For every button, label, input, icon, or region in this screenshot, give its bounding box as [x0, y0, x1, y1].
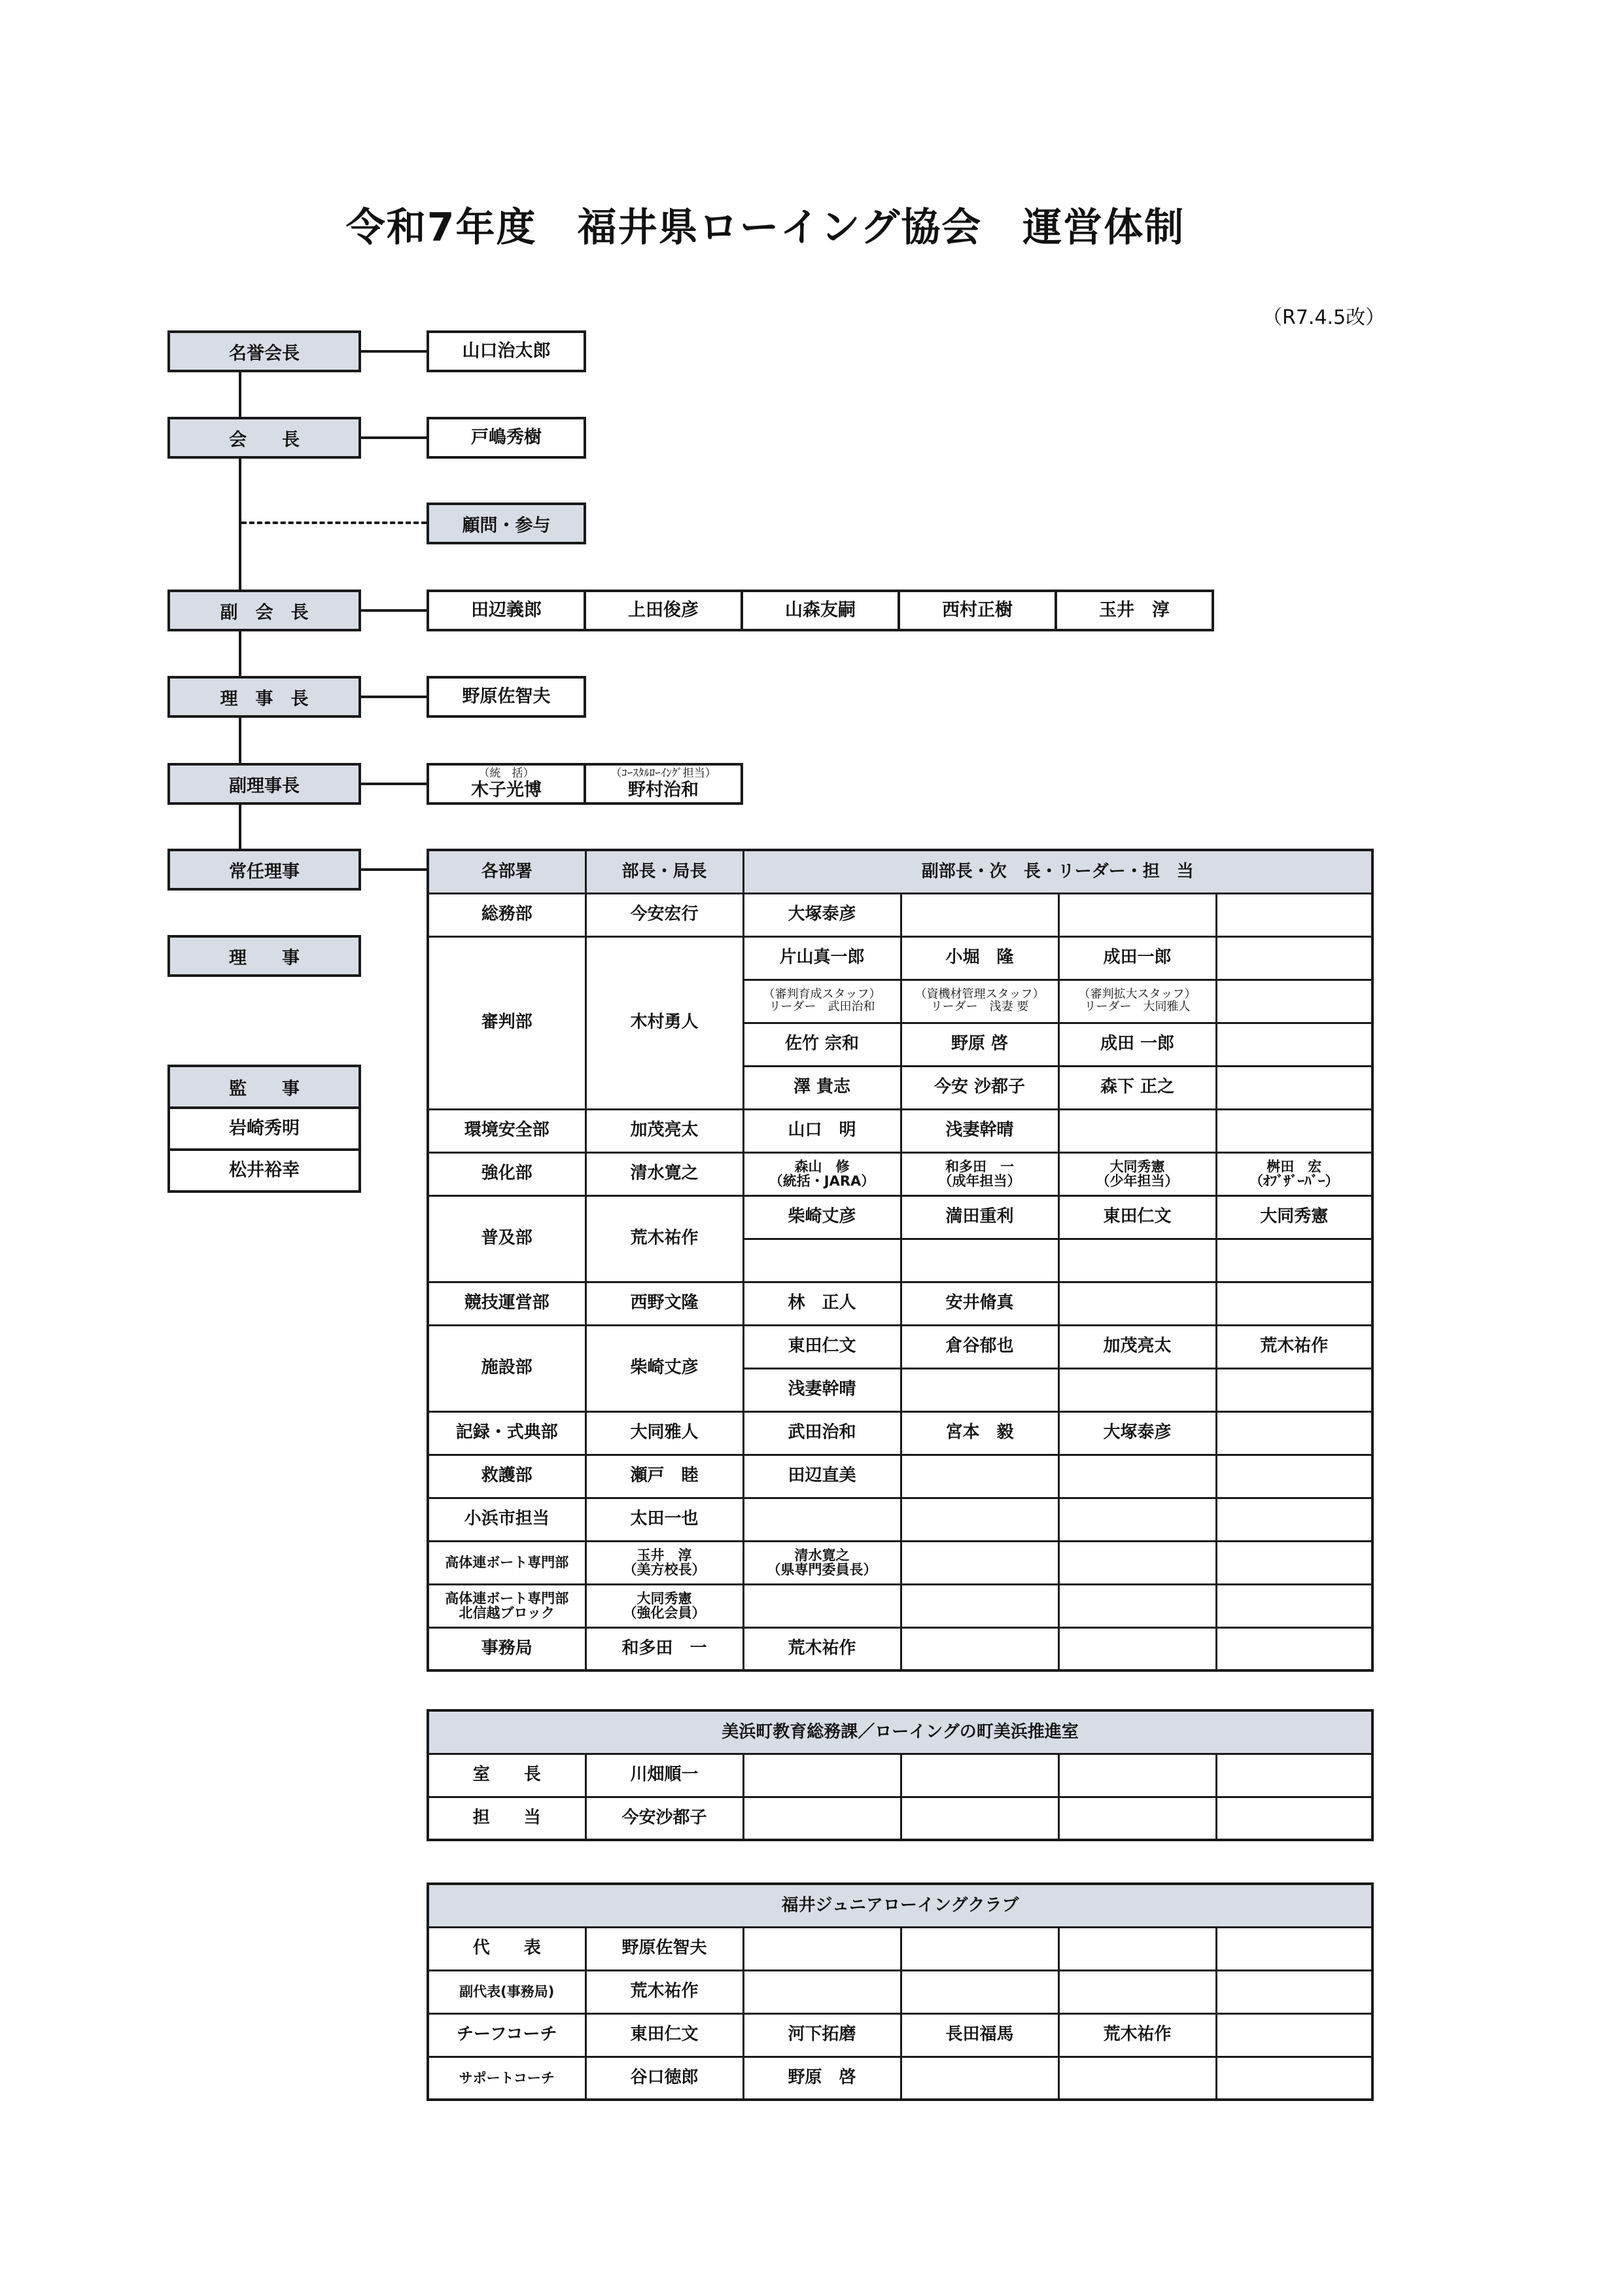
- connector-vice-chairmen: [361, 783, 427, 785]
- staff-cell: 長田福馬: [901, 2013, 1058, 2057]
- dept-name: 施設部: [428, 1325, 585, 1411]
- name-vice-president: 田辺義郎: [427, 590, 586, 631]
- staff-cell: （審判拡大スタッフ） リーダー 大同雅人: [1058, 980, 1216, 1023]
- staff-cell: [743, 1498, 901, 1541]
- table-row: [428, 1541, 1372, 1584]
- header-department: 各部署: [428, 850, 585, 893]
- connector-chairman: [361, 696, 427, 698]
- staff-cell: 小堀 隆: [901, 936, 1058, 980]
- staff-cell: 澤 貴志: [743, 1066, 901, 1109]
- staff-cell: 東田仁文: [743, 1325, 901, 1368]
- dept-head: 西野文隆: [585, 1282, 743, 1325]
- staff-cell: 佐竹 宗和: [743, 1023, 901, 1066]
- table-row: [428, 1325, 1372, 1368]
- dept-head: 今安宏行: [585, 893, 743, 936]
- role-vice-chairman: 副理事長: [167, 763, 361, 805]
- junior-club-table: [427, 1882, 1374, 2101]
- junior-name: 荒木祐作: [585, 1970, 743, 2013]
- staff-cell: [1058, 1797, 1216, 1840]
- dept-head: 柴崎丈彦: [585, 1325, 743, 1411]
- staff-cell: [901, 1927, 1058, 1970]
- staff-cell: [901, 1455, 1058, 1498]
- staff-cell: 清水寛之 （県専門委員長）: [743, 1541, 901, 1584]
- name-honorary-president: 山口治太郎: [427, 330, 586, 372]
- table-row: [428, 1152, 1372, 1195]
- staff-cell: 満田重利: [901, 1195, 1058, 1239]
- role-honorary-president: 名誉会長: [167, 330, 361, 372]
- dept-head: 瀬戸 睦: [585, 1455, 743, 1498]
- table-row: [428, 1109, 1372, 1152]
- staff-cell: [1216, 1927, 1372, 1970]
- dept-head: 太田一也: [585, 1498, 743, 1541]
- staff-cell: [1216, 1239, 1372, 1282]
- connector-vice-presidents: [361, 609, 427, 612]
- name-president: 戸嶋秀樹: [427, 417, 586, 459]
- mihama-name: 川畑順一: [585, 1754, 743, 1797]
- dept-head: 大同雅人: [585, 1411, 743, 1455]
- staff-cell: [901, 1627, 1058, 1670]
- connector-president: [361, 436, 427, 439]
- vice-chairman-name: 野村治和: [628, 779, 699, 800]
- staff-cell: [743, 1927, 901, 1970]
- staff-cell: 田辺直美: [743, 1455, 901, 1498]
- role-advisors: 顧問・参与: [427, 503, 586, 544]
- staff-cell: [1216, 1282, 1372, 1325]
- staff-cell: 桝田 宏 （ｵﾌﾞｻﾞｰﾊﾞｰ）: [1216, 1152, 1372, 1195]
- staff-cell: [1058, 1455, 1216, 1498]
- dept-head: 加茂亮太: [585, 1109, 743, 1152]
- staff-cell: [1058, 2057, 1216, 2100]
- staff-cell: 倉谷郁也: [901, 1325, 1058, 1368]
- connector-advisors: [241, 521, 427, 524]
- staff-cell: [1216, 1023, 1372, 1066]
- dept-head: 荒木祐作: [585, 1195, 743, 1282]
- junior-role: 副代表(事務局): [428, 1970, 585, 2013]
- role-chairman: 理 事 長: [167, 676, 361, 718]
- staff-cell: 野原 啓: [901, 1023, 1058, 1066]
- staff-cell: 和多田 一 （成年担当）: [901, 1152, 1058, 1195]
- staff-cell: [1058, 893, 1216, 936]
- staff-cell: 林 正人: [743, 1282, 901, 1325]
- staff-cell: [901, 1970, 1058, 2013]
- name-vice-president: 上田俊彦: [584, 590, 743, 631]
- staff-cell: [901, 1584, 1058, 1627]
- staff-cell: [1058, 1927, 1216, 1970]
- staff-cell: 荒木祐作: [743, 1627, 901, 1670]
- dept-name: 高体連ボート専門部 北信越ブロック: [428, 1584, 585, 1627]
- staff-cell: [1058, 1970, 1216, 2013]
- staff-cell: [1058, 1109, 1216, 1152]
- junior-role: サポートコーチ: [428, 2057, 585, 2100]
- department-table: [427, 849, 1374, 1672]
- staff-cell: [1058, 1282, 1216, 1325]
- table-row: [428, 1927, 1372, 1970]
- vice-chairman-name: 木子光博: [471, 779, 542, 800]
- mihama-table: [427, 1709, 1374, 1841]
- dept-name: 競技運営部: [428, 1282, 585, 1325]
- staff-cell: [1216, 1541, 1372, 1584]
- staff-cell: [1216, 1498, 1372, 1541]
- staff-cell: [1058, 1498, 1216, 1541]
- dept-head: 木村勇人: [585, 936, 743, 1109]
- table-row: [428, 1797, 1372, 1840]
- vice-chairman-box: [584, 763, 743, 805]
- staff-cell: [901, 1797, 1058, 1840]
- staff-cell: [1058, 1239, 1216, 1282]
- dept-name: 普及部: [428, 1195, 585, 1282]
- staff-cell: [901, 2057, 1058, 2100]
- table-row: [428, 936, 1372, 980]
- name-vice-president: 山森友嗣: [741, 590, 900, 631]
- staff-cell: 加茂亮太: [1058, 1325, 1216, 1368]
- staff-cell: （審判育成スタッフ） リーダー 武田治和: [743, 980, 901, 1023]
- staff-cell: [1058, 1754, 1216, 1797]
- revision-date: （R7.4.5改）: [1263, 306, 1386, 329]
- dept-name: 環境安全部: [428, 1109, 585, 1152]
- auditor-name: 岩崎秀明: [167, 1106, 361, 1151]
- dept-name: 記録・式典部: [428, 1411, 585, 1455]
- dept-head: 玉井 淳 （美方校長）: [585, 1541, 743, 1584]
- junior-role: チーフコーチ: [428, 2013, 585, 2057]
- name-vice-president: 西村正樹: [898, 590, 1057, 631]
- staff-cell: [1216, 980, 1372, 1023]
- staff-cell: 成田一郎: [1058, 936, 1216, 980]
- staff-cell: [1216, 1584, 1372, 1627]
- staff-cell: 武田治和: [743, 1411, 901, 1455]
- connector-honorary: [361, 350, 427, 353]
- staff-cell: 森山 修 （統括・JARA）: [743, 1152, 901, 1195]
- junior-name: 野原佐智夫: [585, 1927, 743, 1970]
- role-vice-president: 副 会 長: [167, 590, 361, 631]
- mihama-header: 美浜町教育総務課／ローイングの町美浜推進室: [428, 1710, 1372, 1754]
- table-row: [428, 1411, 1372, 1455]
- staff-cell: [1058, 1627, 1216, 1670]
- vice-chairman-note: （統 括）: [478, 766, 534, 780]
- staff-cell: [1058, 1541, 1216, 1584]
- staff-cell: [1216, 936, 1372, 980]
- junior-role: 代 表: [428, 1927, 585, 1970]
- staff-cell: （資機材管理スタッフ） リーダー 浅妻 要: [901, 980, 1058, 1023]
- staff-cell: [1216, 1970, 1372, 2013]
- junior-header: 福井ジュニアローイングクラブ: [428, 1884, 1372, 1927]
- staff-cell: [901, 1754, 1058, 1797]
- staff-cell: 宮本 毅: [901, 1411, 1058, 1455]
- staff-cell: 荒木祐作: [1058, 2013, 1216, 2057]
- staff-cell: 大同秀憲: [1216, 1195, 1372, 1239]
- dept-name: 審判部: [428, 936, 585, 1109]
- dept-head: 清水寛之: [585, 1152, 743, 1195]
- name-vice-president: 玉井 淳: [1055, 590, 1214, 631]
- page-title: 令和7年度 福井県ローイング協会 運営体制: [345, 205, 1185, 251]
- staff-cell: 浅妻幹晴: [743, 1368, 901, 1411]
- table-row: [428, 1195, 1372, 1239]
- header-staff: 副部長・次 長・リーダー・担 当: [743, 850, 1372, 893]
- table-row: [428, 1584, 1372, 1627]
- dept-name: 小浜市担当: [428, 1498, 585, 1541]
- staff-cell: 成田 一郎: [1058, 1023, 1216, 1066]
- staff-cell: [901, 1368, 1058, 1411]
- staff-cell: [743, 1754, 901, 1797]
- staff-cell: 今安 沙都子: [901, 1066, 1058, 1109]
- dept-name: 総務部: [428, 893, 585, 936]
- vice-chairman-note: （ｺｰｽﾀﾙﾛｰｲﾝｸﾞ担当）: [610, 766, 716, 780]
- staff-cell: 野原 啓: [743, 2057, 901, 2100]
- auditor-name: 松井裕幸: [167, 1148, 361, 1193]
- staff-cell: [743, 1970, 901, 2013]
- staff-cell: [1216, 2057, 1372, 2100]
- vice-chairman-box: [427, 763, 586, 805]
- staff-cell: [743, 1797, 901, 1840]
- dept-name: 救護部: [428, 1455, 585, 1498]
- staff-cell: [1216, 893, 1372, 936]
- staff-cell: 大塚泰彦: [743, 893, 901, 936]
- staff-cell: 河下拓磨: [743, 2013, 901, 2057]
- table-row: [428, 1455, 1372, 1498]
- table-row: [428, 1754, 1372, 1797]
- table-row: [428, 1498, 1372, 1541]
- staff-cell: 荒木祐作: [1216, 1325, 1372, 1368]
- staff-cell: [901, 1239, 1058, 1282]
- table-row: [428, 1627, 1372, 1670]
- mihama-name: 今安沙都子: [585, 1797, 743, 1840]
- junior-name: 東田仁文: [585, 2013, 743, 2057]
- staff-cell: [743, 1239, 901, 1282]
- dept-head: 和多田 一: [585, 1627, 743, 1670]
- staff-cell: [743, 1584, 901, 1627]
- staff-cell: [1216, 1455, 1372, 1498]
- staff-cell: 柴崎丈彦: [743, 1195, 901, 1239]
- staff-cell: [1058, 1368, 1216, 1411]
- dept-name: 高体連ボート専門部: [428, 1541, 585, 1584]
- role-directors: 理 事: [167, 935, 361, 977]
- mihama-role: 室 長: [428, 1754, 585, 1797]
- staff-cell: 森下 正之: [1058, 1066, 1216, 1109]
- table-row: [428, 2057, 1372, 2100]
- dept-name: 強化部: [428, 1152, 585, 1195]
- staff-cell: [1216, 1066, 1372, 1109]
- dept-head: 大同秀憲 （強化会員）: [585, 1584, 743, 1627]
- table-row: [428, 2013, 1372, 2057]
- role-president: 会 長: [167, 417, 361, 459]
- table-row: [428, 1282, 1372, 1325]
- staff-cell: 片山真一郎: [743, 936, 901, 980]
- staff-cell: [1058, 1584, 1216, 1627]
- header-head: 部長・局長: [585, 850, 743, 893]
- staff-cell: [901, 1541, 1058, 1584]
- dept-name: 事務局: [428, 1627, 585, 1670]
- staff-cell: 浅妻幹晴: [901, 1109, 1058, 1152]
- mihama-role: 担 当: [428, 1797, 585, 1840]
- name-chairman: 野原佐智夫: [427, 676, 586, 718]
- staff-cell: 大同秀憲 （少年担当）: [1058, 1152, 1216, 1195]
- table-row: [428, 893, 1372, 936]
- staff-cell: 大塚泰彦: [1058, 1411, 1216, 1455]
- role-auditors: 監 事: [167, 1065, 361, 1109]
- role-standing-directors: 常任理事: [167, 849, 361, 891]
- staff-cell: [1216, 1109, 1372, 1152]
- staff-cell: [901, 893, 1058, 936]
- staff-cell: 安井脩真: [901, 1282, 1058, 1325]
- staff-cell: [1216, 2013, 1372, 2057]
- staff-cell: [901, 1498, 1058, 1541]
- staff-cell: [1216, 1797, 1372, 1840]
- staff-cell: [1216, 1627, 1372, 1670]
- junior-name: 谷口徳郎: [585, 2057, 743, 2100]
- staff-cell: 山口 明: [743, 1109, 901, 1152]
- connector-standing-directors: [361, 868, 427, 871]
- table-row: [428, 1970, 1372, 2013]
- staff-cell: [1216, 1411, 1372, 1455]
- staff-cell: 東田仁文: [1058, 1195, 1216, 1239]
- staff-cell: [1216, 1754, 1372, 1797]
- staff-cell: [1216, 1368, 1372, 1411]
